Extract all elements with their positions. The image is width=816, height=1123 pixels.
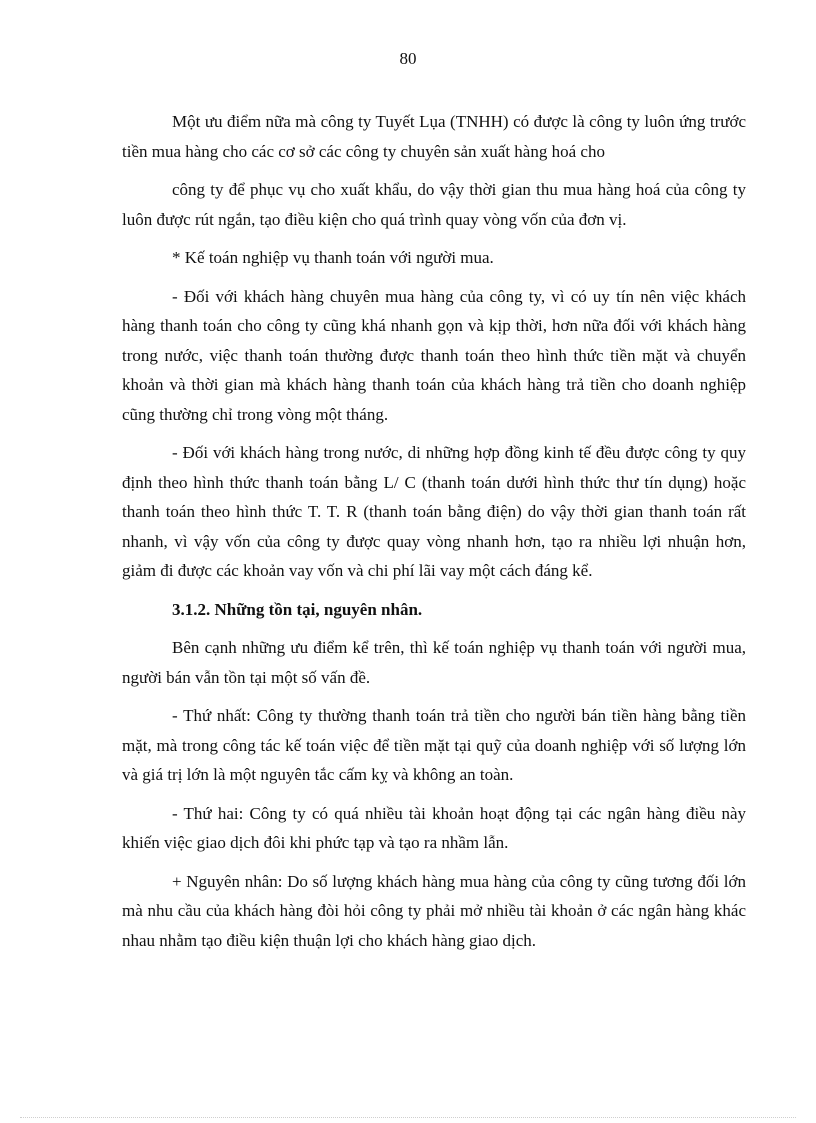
paragraph-issue-second: - Thứ hai: Công ty có quá nhiều tài khoản hoạt động tại các ngân hàng điều này khiến việc giao dịch đôi khi phức tạp và tạo ra nhầm lẫn. bbox=[122, 803, 746, 852]
paragraph-domestic-customers: - Đối với khách hàng trong nước, di những hợp đồng kinh tế đều được công ty quy định theo hình thức thanh toán bằng L/ C (thanh toán dưới hình thức thư tín dụng) hoặc thanh toán theo hình thức T. T. R (thanh toán bằng điện) do vậy thời gian thanh toán rất nhanh, vì vậy vốn của công ty được quay vòng nhanh hơn, tạo ra nhiều lợi nhuận hơn, giảm đi được các khoản vay vốn và chi phí lãi vay một cách đáng kể. bbox=[122, 443, 746, 580]
paragraph-issues-intro: Bên cạnh những ưu điểm kể trên, thì kế toán nghiệp vụ thanh toán với người mua, người bán vẫn tồn tại một số vấn đề. bbox=[122, 638, 746, 687]
paragraph-advantage-continued: công ty để phục vụ cho xuất khẩu, do vậy thời gian thu mua hàng hoá của công ty luôn được rút ngắn, tạo điều kiện cho quá trình quay vòng vốn của đơn vị. bbox=[122, 180, 746, 229]
document-body bbox=[122, 107, 746, 964]
bottom-divider bbox=[20, 1117, 796, 1118]
page-number: 80 bbox=[399, 49, 417, 68]
paragraph-cause: + Nguyên nhân: Do số lượng khách hàng mua hàng của công ty cũng tương đối lớn mà nhu cầu của khách hàng đòi hỏi công ty phải mở nhiều tài khoản ở các ngân hàng khác nhau nhằm tạo điều kiện thuận lợi cho khách hàng giao dịch. bbox=[122, 871, 746, 950]
paragraph-issue-first: - Thứ nhất: Công ty thường thanh toán trả tiền cho người bán tiền hàng bằng tiền mặt, mà trong công tác kế toán việc để tiền mặt tại quỹ của doanh nghiệp với số lượng lớn và giá trị lớn là một nguyên tắc cấm kỵ và không an toàn. bbox=[122, 706, 746, 784]
section-heading: 3.1.2. Những tồn tại, nguyên nhân. bbox=[172, 599, 423, 619]
paragraph-buyer-accounting-title: * Kế toán nghiệp vụ thanh toán với người mua. bbox=[172, 248, 494, 267]
paragraph-advantage-prepayment: Một ưu điểm nữa mà công ty Tuyết Lụa (TNHH) có được là công ty luôn ứng trước tiền mua hàng cho các cơ sở các công ty chuyên sản xuất hàng hoá cho bbox=[122, 112, 746, 161]
paragraph-regular-customers: - Đối với khách hàng chuyên mua hàng của công ty, vì có uy tín nên việc khách hàng thanh toán cho công ty cũng khá nhanh gọn và kịp thời, hơn nữa đối với khách hàng trong nước, việc thanh toán thường được thanh toán theo hình thức tiền mặt và chuyển khoản và thời gian mà khách hàng thanh toán của khách hàng trả tiền cho doanh nghiệp cũng thường chỉ trong vòng một tháng. bbox=[122, 286, 746, 424]
